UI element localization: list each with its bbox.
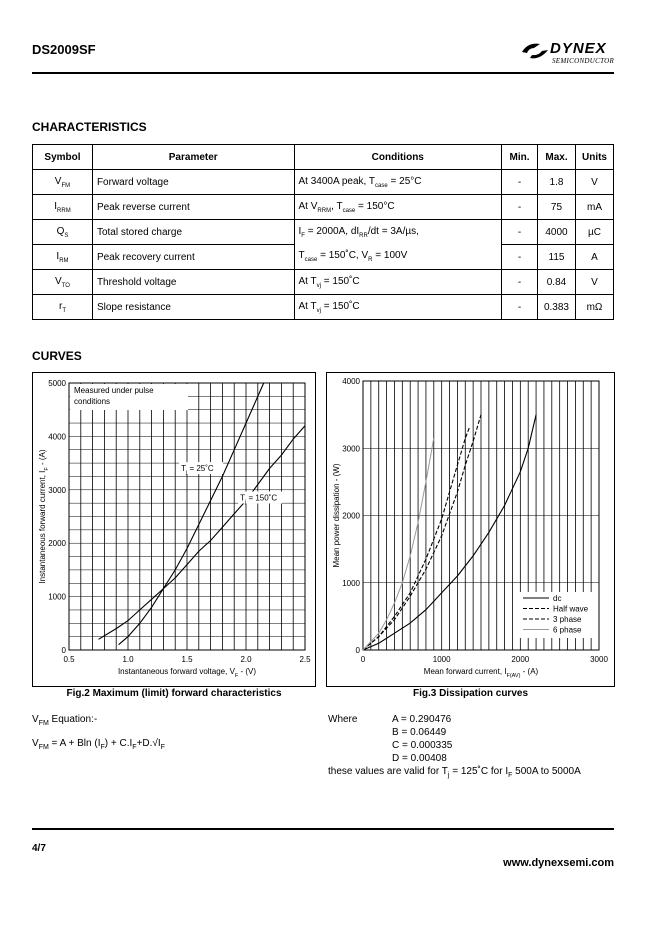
- col-conditions: Conditions: [294, 145, 502, 170]
- conditions-cell: At $T_{vj}$ = 150˚C: [294, 270, 502, 295]
- x-tick-label: 0: [360, 655, 366, 664]
- characteristics-table: [32, 144, 614, 320]
- chart-legend: [519, 592, 593, 638]
- unit-cell: µC: [575, 220, 613, 245]
- series-line-tj25: [119, 383, 264, 645]
- conditions-cell: At $T_{vj}$ = 150˚C: [294, 295, 502, 320]
- unit-cell: V: [575, 170, 613, 195]
- y-tick-label: 1000: [48, 592, 66, 602]
- conditions-cell: At 3400A peak, $T_{case} = 25^\circ C$: [294, 170, 502, 195]
- x-tick-label: 1.0: [122, 655, 134, 664]
- x-tick-label: 2.5: [299, 655, 311, 664]
- x-tick-label: 1000: [432, 655, 451, 664]
- y-tick-label: 4000: [48, 432, 66, 442]
- col-units: Units: [575, 145, 613, 170]
- max-cell: 0.383: [538, 295, 576, 320]
- y-tick-label: 0: [355, 646, 360, 655]
- annotation-line-2: conditions: [74, 397, 111, 406]
- min-cell: -: [502, 195, 538, 220]
- chart-fig2-caption: Fig.2 Maximum (limit) forward characteristics: [66, 688, 282, 699]
- table-row: [33, 245, 614, 270]
- x-tick-label: 3000: [590, 655, 608, 664]
- x-tick-label: 2.0: [240, 655, 252, 664]
- website-url: www.dynexsemi.com: [503, 857, 614, 869]
- series-label: $T_j$ = 25˚C: [181, 464, 214, 477]
- y-tick-label: 1000: [342, 578, 360, 588]
- symbol-cell: $Q_S$: [33, 220, 93, 245]
- chart-fig2-frame: [32, 372, 316, 687]
- series-line-tj150: [99, 426, 306, 640]
- y-tick-label: 2000: [342, 511, 360, 521]
- min-cell: -: [502, 220, 538, 245]
- logo-mark-icon: [520, 40, 550, 62]
- unit-cell: V: [575, 270, 613, 295]
- validity-note: these values are valid for $T_j$ = 125˚C for $I_F$ 500A to 5000A: [328, 766, 581, 779]
- annotation-line-1: Measured under pulse: [74, 386, 154, 395]
- y-tick-label: 3000: [48, 485, 66, 495]
- symbol-cell: $V_{FM}$: [33, 170, 93, 195]
- coefficient-b: B = 0.06449: [392, 727, 447, 738]
- conditions-cell: At $V_{RRM}$, $T_{case} = 150^\circ C$: [294, 195, 502, 220]
- unit-cell: mA: [575, 195, 613, 220]
- chart-fig2: [33, 373, 315, 686]
- x-tick-label: 2000: [511, 655, 530, 664]
- where-label: Where: [328, 714, 358, 725]
- dynex-logo: [520, 40, 630, 70]
- min-cell: -: [502, 270, 538, 295]
- parameter-cell: Peak reverse current: [92, 195, 294, 220]
- series-line-6-phase: [363, 438, 434, 650]
- conditions-cell: $I_F = 2000A$, $dI_{RR}/dt = 3A/\mu s$,: [294, 220, 502, 245]
- table-row: [33, 195, 614, 220]
- table-row: [33, 220, 614, 245]
- footer-rule: [32, 828, 614, 830]
- unit-cell: mΩ: [575, 295, 613, 320]
- chart-grid: [69, 383, 305, 650]
- symbol-cell: $I_{RM}$: [33, 245, 93, 270]
- header-rule: [32, 72, 614, 74]
- series-line-half-wave: [363, 415, 481, 650]
- table-row: [33, 295, 614, 320]
- legend-entry: 6 phase: [553, 625, 582, 635]
- y-tick-label: 3000: [342, 444, 360, 454]
- parameter-cell: Forward voltage: [92, 170, 294, 195]
- col-parameter: Parameter: [92, 145, 294, 170]
- min-cell: -: [502, 170, 538, 195]
- legend-entry: Half wave: [553, 604, 589, 614]
- x-axis-label: Instantaneous forward voltage, $V_F - (V)$: [117, 667, 257, 679]
- logo-word: DYNEX: [550, 40, 607, 57]
- max-cell: 0.84: [538, 270, 576, 295]
- series-label: $T_j$ = 150˚C: [240, 493, 278, 506]
- y-axis-label: Mean power dissipation - (W): [332, 463, 341, 568]
- max-cell: 1.8: [538, 170, 576, 195]
- page-number: 4/7: [32, 843, 46, 854]
- max-cell: 4000: [538, 220, 576, 245]
- x-tick-label: 1.5: [181, 655, 193, 664]
- parameter-cell: Threshold voltage: [92, 270, 294, 295]
- min-cell: -: [502, 295, 538, 320]
- unit-cell: A: [575, 245, 613, 270]
- parameter-cell: Peak recovery current: [92, 245, 294, 270]
- min-cell: -: [502, 245, 538, 270]
- chart-fig3-caption: Fig.3 Dissipation curves: [412, 688, 529, 699]
- coefficient-d: D = 0.00408: [392, 753, 447, 764]
- max-cell: 115: [538, 245, 576, 270]
- conditions-cell: $T_{case}$ = 150˚C, $V_R = 100V$: [294, 245, 502, 270]
- chart-fig3-frame: [326, 372, 615, 687]
- coefficient-a: A = 0.290476: [392, 714, 452, 725]
- curves-heading: CURVES: [32, 349, 82, 363]
- equation-formula: $V_{FM} = A + Bln$ $(I_F) + C.I_F+D.√I_F$: [32, 738, 165, 751]
- symbol-cell: $I_{RRM}$: [33, 195, 93, 220]
- col-min: Min.: [502, 145, 538, 170]
- table-row: [33, 270, 614, 295]
- y-tick-label: 5000: [48, 379, 66, 388]
- document-title: DS2009SF: [32, 42, 96, 57]
- coefficient-c: C = 0.000335: [392, 740, 453, 751]
- x-axis-label: Mean forward current, $I_{F(AV)} - (A)$: [423, 667, 539, 679]
- symbol-cell: $V_{TO}$: [33, 270, 93, 295]
- y-tick-label: 0: [61, 646, 66, 655]
- characteristics-heading: CHARACTERISTICS: [32, 120, 147, 134]
- chart-fig3: [327, 373, 614, 686]
- y-tick-label: 4000: [342, 377, 360, 386]
- max-cell: 75: [538, 195, 576, 220]
- table-row: [33, 170, 614, 195]
- x-tick-label: 0.5: [63, 655, 75, 664]
- symbol-cell: $r_T$: [33, 295, 93, 320]
- legend-entry: dc: [553, 594, 562, 603]
- equation-label: $V_{FM}$ Equation:-: [32, 714, 98, 727]
- legend-entry: 3 phase: [553, 615, 582, 624]
- logo-subtitle: SEMICONDUCTOR: [552, 57, 615, 65]
- col-symbol: Symbol: [33, 145, 93, 170]
- parameter-cell: Slope resistance: [92, 295, 294, 320]
- col-max: Max.: [538, 145, 576, 170]
- y-tick-label: 2000: [48, 539, 66, 549]
- table-header-row: [33, 145, 614, 170]
- y-axis-label: Instantaneous forward current, $I_F - (A)$: [38, 449, 50, 584]
- parameter-cell: Total stored charge: [92, 220, 294, 245]
